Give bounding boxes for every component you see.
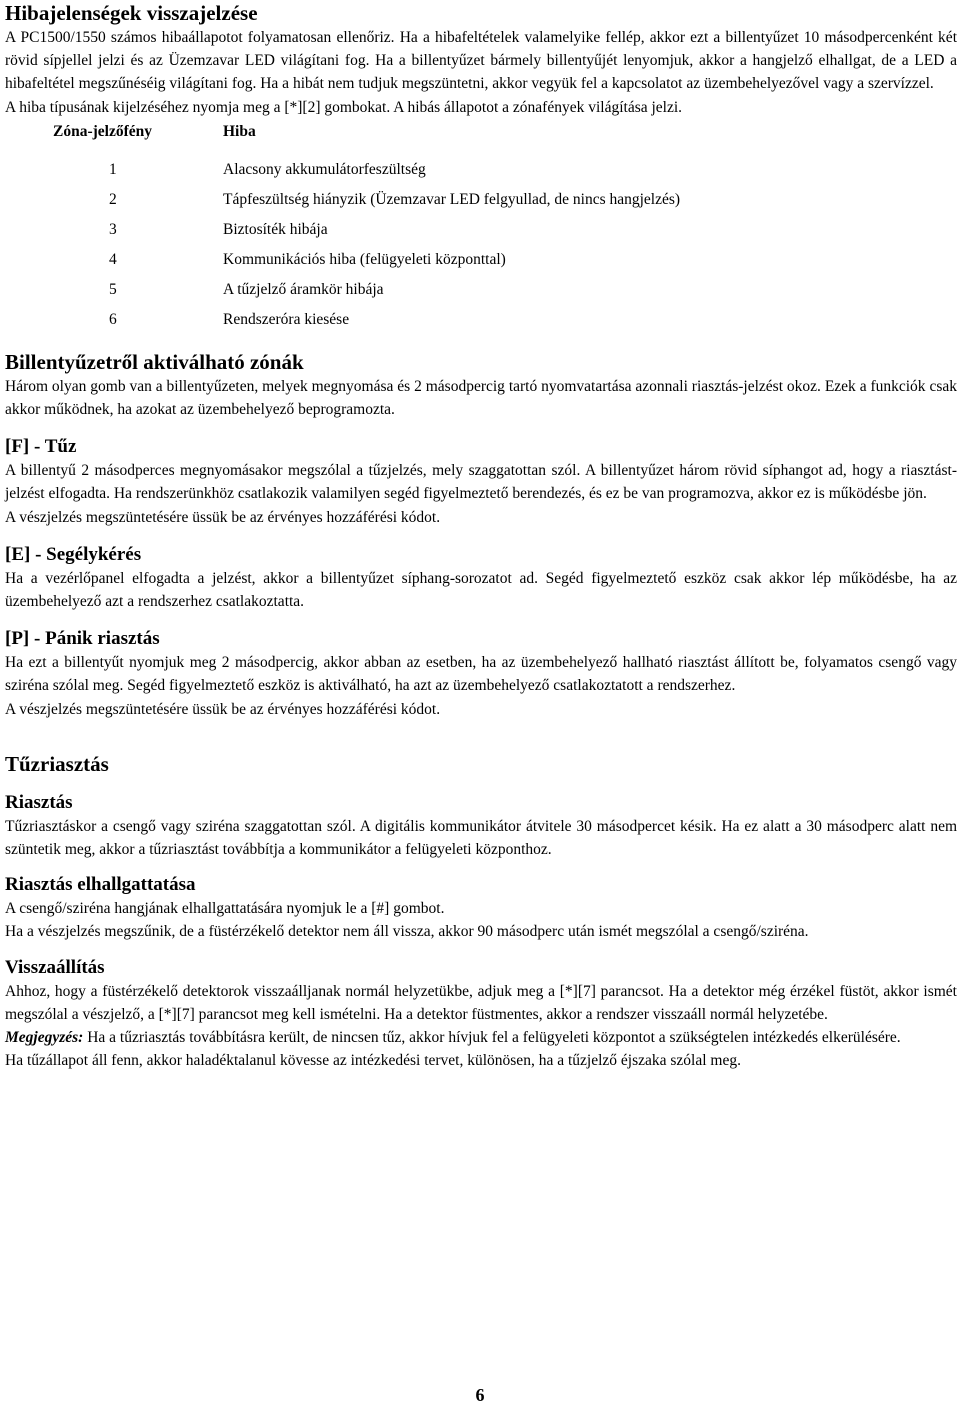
fault-description: Kommunikációs hiba (felügyeleti központtal) xyxy=(223,250,506,268)
section-title-faults: Hibajelenségek visszajelzése xyxy=(5,1,258,25)
fault-table-header-zone: Zóna-jelzőfény xyxy=(53,122,153,140)
table-row xyxy=(53,161,680,191)
reset-note xyxy=(5,1026,957,1049)
subsection-title-silence: Riasztás elhallgattatása xyxy=(5,874,196,896)
key-help-paragraph-1: Ha a vezérlőpanel elfogadta a jelzést, akkor a billentyűzet síphang-sorozatot ad. Segéd figyelmeztető eszköz csak akkor lép működésbe, ha az üzembehelyező azt a rendszerhez csatlakoztatta. xyxy=(5,569,957,611)
key-separator: - xyxy=(29,436,45,458)
key-separator: - xyxy=(30,543,47,565)
faults-paragraph-2: A hiba típusának kijelzéséhez nyomja meg a [*][2] gombokat. A hibás állapotot a zónafények világítása jelzi. xyxy=(5,98,683,116)
silence-paragraph-1: A csengő/sziréna hangjának elhallgattatására nyomjuk le a [#] gombot. xyxy=(5,900,445,918)
fault-zone-number: 1 xyxy=(109,160,117,178)
fault-description: Alacsony akkumulátorfeszültség xyxy=(223,160,426,178)
key-code-f: [F] xyxy=(5,436,30,458)
key-separator: - xyxy=(29,628,46,650)
alarm-paragraph: Tűzriasztáskor a csengő vagy sziréna szaggatottan szól. A digitális kommunikátor átvitele 30 másodpercet késik. Ha ez alatt a 30 másodperc alatt nem szüntetik meg, akkor a tűzriasztást továbbítja a kommunikátor a felügyeleti központhoz. xyxy=(5,817,957,859)
faults-paragraph-1: A PC1500/1550 számos hibaállapotot folyamatosan ellenőriz. Ha a hibafeltételek valamelyike fellép, akkor ezt a billentyűzet 10 másodpercenként két rövid sípjellel jelzi és az Üzemzavar LED világítani fog. Ha a billentyűzet bármely billentyűjét lenyomjuk, akkor a hangjelző elhallgat, de a LED a hibafeltétel megszűnéséig világítani fog. Ha a hibát nem tudjuk megszüntetni, akkor vegyük fel a kapcsolatot az üzembehelyezővel vagy a szervízzel. xyxy=(5,29,957,93)
fault-table-header xyxy=(53,123,680,161)
fault-table-header-fault: Hiba xyxy=(223,122,256,140)
table-row xyxy=(53,311,680,341)
keypad-zones-paragraph: Három olyan gomb van a billentyűzeten, melyek megnyomása és 2 másodpercig tartó nyomvatartása azonnali riasztás-jelzést okoz. Ezek a funkciók csak akkor működnek, ha azokat az üzembehelyező beprogramozta. xyxy=(5,377,957,419)
reset-last-paragraph: Ha tűzállapot áll fenn, akkor haladéktalanul kövesse az intézkedési tervet, különösen, ha a tűzjelző éjszaka szólal meg. xyxy=(5,1052,741,1070)
note-label: Megjegyzés: xyxy=(5,1029,84,1047)
fault-description: Rendszeróra kiesése xyxy=(223,310,350,328)
key-panic-paragraph-2: A vészjelzés megszüntetésére üssük be az érvényes hozzáférési kódot. xyxy=(5,700,441,718)
key-label-panic: Pánik riasztás xyxy=(45,628,160,650)
key-panic-paragraph-1: Ha ezt a billentyűt nyomjuk meg 2 másodpercig, akkor abban az esetben, ha az üzembehelyező hallható riasztást állított be, folyamatos csengő vagy sziréna szólal meg. Segéd figyelmeztető eszköz is aktiválható, ha azt az üzembehelyező csatlakoztatott a rendszerhez. xyxy=(5,654,957,695)
subsection-title-alarm: Riasztás xyxy=(5,791,73,813)
fault-zone-number: 3 xyxy=(109,220,117,238)
fault-description: Biztosíték hibája xyxy=(223,220,328,238)
document-page xyxy=(5,0,957,1072)
fault-table xyxy=(53,123,680,341)
key-heading-fire xyxy=(5,435,957,459)
fault-zone-number: 2 xyxy=(109,190,117,208)
table-row xyxy=(53,281,680,311)
key-label-help: Segélykérés xyxy=(46,543,142,565)
table-row xyxy=(53,191,680,221)
key-code-e: [E] xyxy=(5,543,31,565)
section-title-keypad-zones: Billentyűzetről aktiválható zónák xyxy=(5,349,304,374)
table-row xyxy=(53,251,680,281)
note-text: Ha a tűzriasztás továbbításra került, de nincsen tűz, akkor hívjuk fel a felügyeleti központot a szükségtelen intézkedés elkerülésére. xyxy=(83,1029,901,1047)
key-heading-help xyxy=(5,543,957,567)
key-fire-paragraph-2: A vészjelzés megszüntetésére üssük be az érvényes hozzáférési kódot. xyxy=(5,508,441,526)
fault-description: A tűzjelző áramkör hibája xyxy=(223,280,384,298)
fault-description: Tápfeszültség hiányzik (Üzemzavar LED felgyullad, de nincs hangjelzés) xyxy=(223,190,681,208)
key-label-fire: Tűz xyxy=(44,436,77,458)
fault-zone-number: 6 xyxy=(109,310,117,328)
reset-paragraph: Ahhoz, hogy a füstérzékelő detektorok visszaálljanak normál helyzetükbe, adjuk meg a [*][7] parancsot. Ha a detektor még érzékel füstöt, akkor ismét megszólal a vészjelző, a [*][7] parancsot meg kell ismételni. Ha a detektor füstmentes, akkor a rendszer visszaáll normál helyzetébe. xyxy=(5,982,957,1023)
key-heading-panic xyxy=(5,627,957,651)
page-number: 6 xyxy=(475,1385,485,1405)
fault-zone-number: 5 xyxy=(109,280,117,298)
fault-zone-number: 4 xyxy=(109,250,117,268)
table-row xyxy=(53,221,680,251)
section-title-fire: Tűzriasztás xyxy=(5,751,109,776)
key-fire-paragraph-1: A billentyű 2 másodperces megnyomásakor megszólal a tűzjelzés, mely szaggatottan szól. A billentyűzet három rövid síphangot ad, hogy a riasztást-jelzést elfogadta. Ha rendszerünkhöz csatlakozik valamilyen segéd figyelmeztető berendezés, és ez be van programozva, akkor ez is működésbe jön. xyxy=(5,462,957,503)
key-code-p: [P] xyxy=(5,628,30,650)
silence-paragraph-2: Ha a vészjelzés megszűnik, de a füstérzékelő detektor nem áll vissza, akkor 90 másodperc után ismét megszólal a csengő/sziréna. xyxy=(5,923,809,941)
subsection-title-reset: Visszaállítás xyxy=(5,956,105,978)
